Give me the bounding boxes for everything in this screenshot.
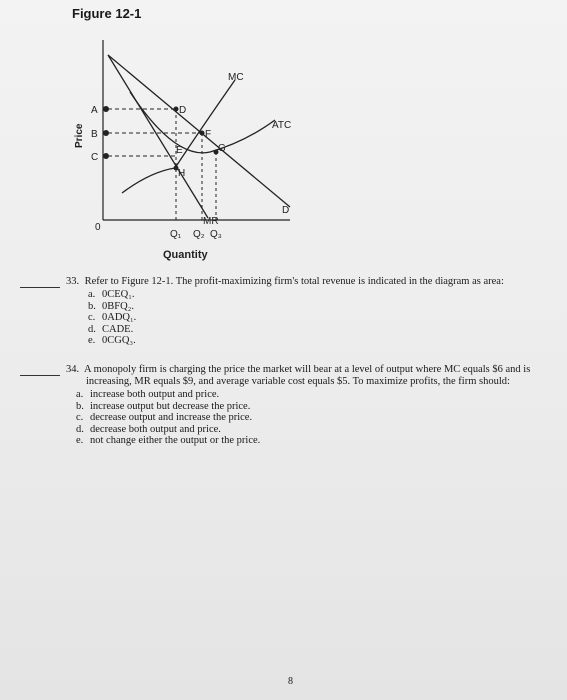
mr-curve <box>108 55 208 218</box>
option-letter: b. <box>76 400 84 412</box>
q1-label: Q₁ <box>170 229 182 240</box>
point-f-dot <box>200 131 205 136</box>
economics-graph <box>0 0 567 270</box>
option-letter: a. <box>76 389 84 400</box>
option-text: not change either the output or the price. <box>90 435 261 446</box>
q3-label: Q₃ <box>210 229 222 240</box>
question-number: 33. <box>66 276 80 287</box>
option-letter: c. <box>88 312 96 323</box>
option-text: increase output but decrease the price. <box>90 400 251 412</box>
question-text-line-1: A monopoly firm is charging the price the market will bear at a level of output where MC equals $6 and is <box>84 364 531 375</box>
option-b[interactable] <box>76 401 530 413</box>
point-g-label: G <box>218 143 226 154</box>
point-c-label: C <box>91 152 99 163</box>
option-text: CADE. <box>102 323 134 335</box>
point-d-label: D <box>179 105 187 116</box>
option-text: 0ADQ₁. <box>102 312 137 323</box>
option-a[interactable] <box>88 289 504 301</box>
answer-blank[interactable] <box>20 277 60 288</box>
option-text: decrease both output and price. <box>90 423 221 435</box>
point-a-label: A <box>91 105 98 116</box>
page-number: 8 <box>288 676 293 687</box>
question-number: 34. <box>66 364 80 375</box>
option-letter: d. <box>76 423 84 435</box>
option-b[interactable] <box>88 301 504 313</box>
option-c[interactable] <box>88 312 504 324</box>
option-letter: d. <box>88 323 96 335</box>
atc-curve <box>130 92 275 153</box>
option-text: decrease output and increase the price. <box>90 412 253 423</box>
option-letter: b. <box>88 300 96 312</box>
x-axis-label: Quantity <box>163 249 208 261</box>
point-e-label: E <box>176 145 183 156</box>
atc-label: ATC <box>272 120 292 131</box>
option-text: increase both output and price. <box>90 389 220 400</box>
option-list <box>76 389 530 447</box>
option-d[interactable] <box>76 424 530 436</box>
figure-title: Figure 12-1 <box>72 6 142 21</box>
y-axis-label: Price <box>74 123 85 148</box>
option-e[interactable] <box>88 335 504 347</box>
point-b-label: B <box>91 129 98 140</box>
option-c[interactable] <box>76 412 530 424</box>
option-letter: c. <box>76 412 84 423</box>
option-letter: e. <box>88 335 96 346</box>
point-c-dot <box>103 153 109 159</box>
option-text: 0CEQ₁. <box>102 289 135 300</box>
point-b-dot <box>103 130 109 136</box>
q2-label: Q₂ <box>193 229 205 240</box>
option-d[interactable] <box>88 324 504 336</box>
point-h-label: H <box>178 168 186 179</box>
mr-label: MR <box>203 216 219 227</box>
question-text-line-2: increasing, MR equals $9, and average variable cost equals $5. To maximize profits, the firm should: <box>86 376 510 387</box>
option-letter: e. <box>76 435 84 446</box>
point-f-label: F <box>205 129 212 140</box>
option-e[interactable] <box>76 435 530 447</box>
option-text: 0BFQ₂. <box>102 300 134 312</box>
option-list <box>88 289 504 347</box>
mc-label: MC <box>228 72 244 83</box>
option-letter: a. <box>88 289 96 300</box>
point-a-dot <box>103 106 109 112</box>
question-33 <box>20 276 504 347</box>
demand-label: D <box>282 205 290 216</box>
point-d-dot <box>174 107 179 112</box>
origin-label: 0 <box>95 222 101 233</box>
option-a[interactable] <box>76 389 530 401</box>
answer-blank[interactable] <box>20 365 60 376</box>
option-text: 0CGQ₃. <box>102 335 136 346</box>
question-34 <box>20 364 530 447</box>
question-text: Refer to Figure 12-1. The profit-maximizing firm's total revenue is indicated in the diagram as area: <box>84 276 504 287</box>
